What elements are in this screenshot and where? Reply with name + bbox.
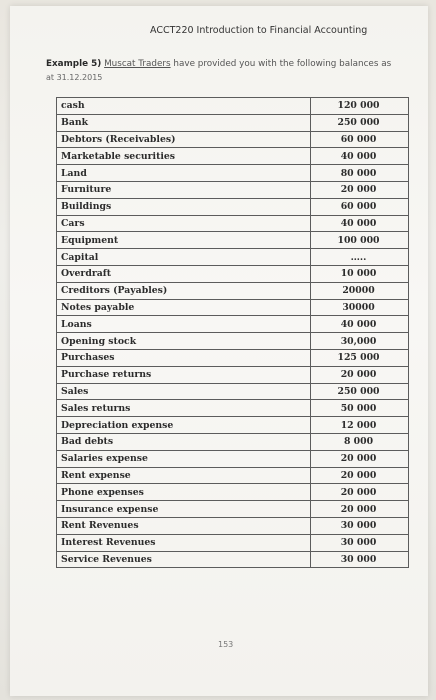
account-name-cell: Equipment [57,232,311,249]
account-name-cell: cash [57,98,311,115]
account-name-cell: Furniture [57,181,311,198]
amount-cell: 125 000 [311,349,409,366]
amount-cell: 40 000 [311,316,409,333]
account-name-cell: Purchases [57,349,311,366]
amount-cell: 20000 [311,282,409,299]
table-row [57,501,409,518]
amount-cell: 30,000 [311,333,409,350]
amount-cell: 20 000 [311,181,409,198]
table-row [57,316,409,333]
table-row [57,299,409,316]
account-name-cell: Notes payable [57,299,311,316]
account-name-cell: Buildings [57,198,311,215]
table-row [57,383,409,400]
account-name-cell: Capital [57,249,311,266]
table-row [57,114,409,131]
page-number: 153 [218,640,234,649]
account-name-cell: Insurance expense [57,501,311,518]
example-description: have provided you with the following balances as [173,59,392,69]
table-row [57,450,409,467]
balances-table-body [57,98,409,568]
table-row [57,215,409,232]
amount-cell: 120 000 [311,98,409,115]
amount-cell: 30000 [311,299,409,316]
table-row [57,98,409,115]
account-name-cell: Cars [57,215,311,232]
table-row [57,551,409,568]
amount-cell: 100 000 [311,232,409,249]
account-name-cell: Phone expenses [57,484,311,501]
example-label: Example 5) [46,59,102,69]
company-name: Muscat Traders [104,59,171,69]
table-row [57,433,409,450]
table-row [57,265,409,282]
account-name-cell: Creditors (Payables) [57,282,311,299]
table-row [57,400,409,417]
amount-cell: 30 000 [311,534,409,551]
table-row [57,232,409,249]
table-row [57,484,409,501]
table-row [57,467,409,484]
amount-cell: 250 000 [311,383,409,400]
table-row [57,165,409,182]
amount-cell: 30 000 [311,551,409,568]
account-name-cell: Sales returns [57,400,311,417]
amount-cell: 20 000 [311,467,409,484]
amount-cell: 60 000 [311,198,409,215]
table-row [57,349,409,366]
amount-cell: 50 000 [311,400,409,417]
account-name-cell: Depreciation expense [57,417,311,434]
example-heading [46,59,391,69]
account-name-cell: Bad debts [57,433,311,450]
account-name-cell: Rent expense [57,467,311,484]
page-header: ACCT220 Introduction to Financial Accounting [150,25,368,36]
amount-cell: 60 000 [311,131,409,148]
amount-cell: 40 000 [311,215,409,232]
table-row [57,198,409,215]
table-row [57,333,409,350]
table-row [57,181,409,198]
amount-cell: 20 000 [311,450,409,467]
account-name-cell: Overdraft [57,265,311,282]
amount-cell: 8 000 [311,433,409,450]
balances-table [56,97,409,568]
amount-cell: 20 000 [311,501,409,518]
table-row [57,517,409,534]
account-name-cell: Debtors (Receivables) [57,131,311,148]
account-name-cell: Sales [57,383,311,400]
amount-cell: 20 000 [311,366,409,383]
account-name-cell: Bank [57,114,311,131]
account-name-cell: Marketable securities [57,148,311,165]
account-name-cell: Land [57,165,311,182]
account-name-cell: Purchase returns [57,366,311,383]
amount-cell: 10 000 [311,265,409,282]
table-row [57,366,409,383]
amount-cell: 30 000 [311,517,409,534]
account-name-cell: Loans [57,316,311,333]
account-name-cell: Rent Revenues [57,517,311,534]
amount-cell: 40 000 [311,148,409,165]
table-row [57,148,409,165]
account-name-cell: Salaries expense [57,450,311,467]
amount-cell: 80 000 [311,165,409,182]
table-row [57,417,409,434]
amount-cell: 12 000 [311,417,409,434]
amount-cell: 250 000 [311,114,409,131]
account-name-cell: Opening stock [57,333,311,350]
table-row [57,282,409,299]
table-row [57,249,409,266]
account-name-cell: Service Revenues [57,551,311,568]
amount-cell: 20 000 [311,484,409,501]
amount-cell: ….. [311,249,409,266]
table-row [57,131,409,148]
table-row [57,534,409,551]
balance-date: at 31.12.2015 [46,73,103,82]
account-name-cell: Interest Revenues [57,534,311,551]
